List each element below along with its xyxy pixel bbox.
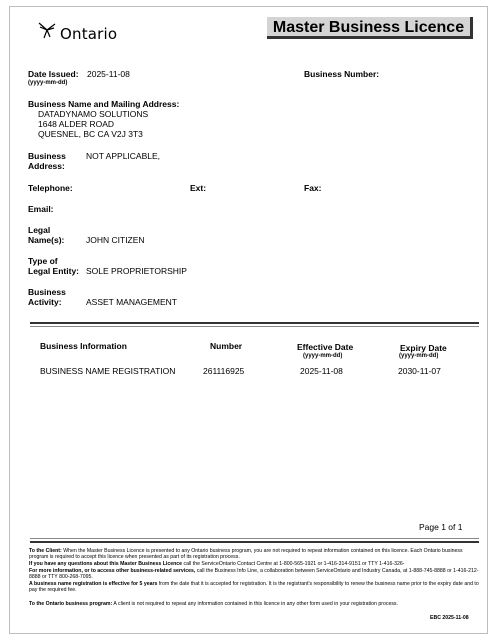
ext-label: Ext: bbox=[190, 183, 207, 193]
col-header-number: Number bbox=[210, 341, 243, 351]
activity-value: ASSET MANAGEMENT bbox=[86, 297, 177, 307]
divider bbox=[30, 541, 479, 543]
row-number: 261116925 bbox=[203, 366, 245, 376]
program-note-lead: To the Ontario business program: bbox=[29, 601, 113, 607]
client-note bbox=[29, 548, 481, 561]
client-note-lead: To the Client: bbox=[29, 548, 62, 554]
business-address-label: Business bbox=[28, 151, 66, 161]
name-line: DATADYNAMO SOLUTIONS bbox=[38, 109, 149, 119]
email-label: Email: bbox=[28, 204, 54, 214]
page-title: Master Business Licence bbox=[272, 19, 465, 36]
divider bbox=[30, 538, 479, 539]
fax-label: Fax: bbox=[304, 183, 322, 193]
legal-entity-label: Legal Entity: bbox=[28, 266, 80, 276]
info-note-lead: For more information, or to access other business-related services, bbox=[29, 568, 196, 574]
legal-entity-label: Type of bbox=[28, 256, 58, 266]
legal-entity-value: SOLE PROPRIETORSHIP bbox=[86, 266, 187, 276]
col-header-effective: Effective Date bbox=[297, 342, 354, 352]
date-format-note: (yyyy-mm-dd) bbox=[28, 80, 68, 86]
row-expiry: 2030-11-07 bbox=[398, 366, 441, 376]
address-line: QUESNEL, BC CA V2J 3T3 bbox=[38, 129, 143, 139]
info-note-text: call the Business Info Line, a collaboration between ServiceOntario and Industry Canada, at 1-888-745-8888 or 1-416-212-8888 or TTY 800-268-7095. bbox=[29, 568, 479, 581]
address-line: 1648 ALDER ROAD bbox=[38, 119, 115, 129]
divider bbox=[30, 326, 479, 327]
registration-note-text: from the date that it is accepted for registration. It is the registrant's responsibility to renew the business name prior to the expiry date and to pay the required fee. bbox=[29, 581, 479, 594]
program-note bbox=[29, 601, 481, 607]
licence-page bbox=[9, 6, 488, 634]
questions-note-text: call the ServiceOntario Contact Centre at 1-800-565-1921 or 1-416-314-9151 or TTY 1-416-326- bbox=[183, 561, 405, 567]
legal-name-label: Name(s): bbox=[28, 235, 65, 245]
date-issued-value: 2025-11-08 bbox=[87, 69, 130, 79]
expiry-format-note: (yyyy-mm-dd) bbox=[399, 353, 439, 359]
title-box bbox=[267, 17, 473, 39]
business-address-label: Address: bbox=[28, 161, 65, 171]
activity-label: Activity: bbox=[28, 297, 62, 307]
effective-format-note: (yyyy-mm-dd) bbox=[303, 353, 343, 359]
page-number: Page 1 of 1 bbox=[419, 522, 463, 532]
registration-note bbox=[29, 581, 481, 594]
client-note-text: When the Master Business Licence is presented to any Ontario business program, you are not required to repeat information contained on this licence. Each Ontario business program is required to accept this licence when presented as part of its registration process. bbox=[29, 548, 463, 561]
document-code: EBC 2025-11-08 bbox=[430, 615, 469, 621]
trillium-icon bbox=[36, 21, 58, 39]
name-address-label: Business Name and Mailing Address: bbox=[28, 99, 180, 109]
questions-note-lead: If you have any questions about this Master Business Licence bbox=[29, 561, 183, 567]
business-number-label: Business Number: bbox=[304, 69, 380, 79]
legal-name-label: Legal bbox=[28, 225, 51, 235]
logo-text: Ontario bbox=[60, 25, 118, 43]
row-effective: 2025-11-08 bbox=[300, 366, 343, 376]
date-issued-label: Date Issued: bbox=[28, 69, 79, 79]
questions-note bbox=[29, 561, 481, 567]
registration-note-lead: A business name registration is effective for 5 years bbox=[29, 581, 158, 587]
activity-label: Business bbox=[28, 287, 66, 297]
row-info: BUSINESS NAME REGISTRATION bbox=[40, 366, 176, 376]
legal-name-value: JOHN CITIZEN bbox=[86, 235, 145, 245]
business-address-value: NOT APPLICABLE, bbox=[86, 151, 161, 161]
telephone-label: Telephone: bbox=[28, 183, 73, 193]
col-header-expiry: Expiry Date bbox=[400, 343, 447, 353]
info-note bbox=[29, 568, 481, 581]
divider bbox=[30, 322, 479, 324]
program-note-text: A client is not required to repeat any information contained in this licence in any other form used in your registration process. bbox=[113, 601, 398, 607]
col-header-info: Business Information bbox=[40, 341, 127, 351]
